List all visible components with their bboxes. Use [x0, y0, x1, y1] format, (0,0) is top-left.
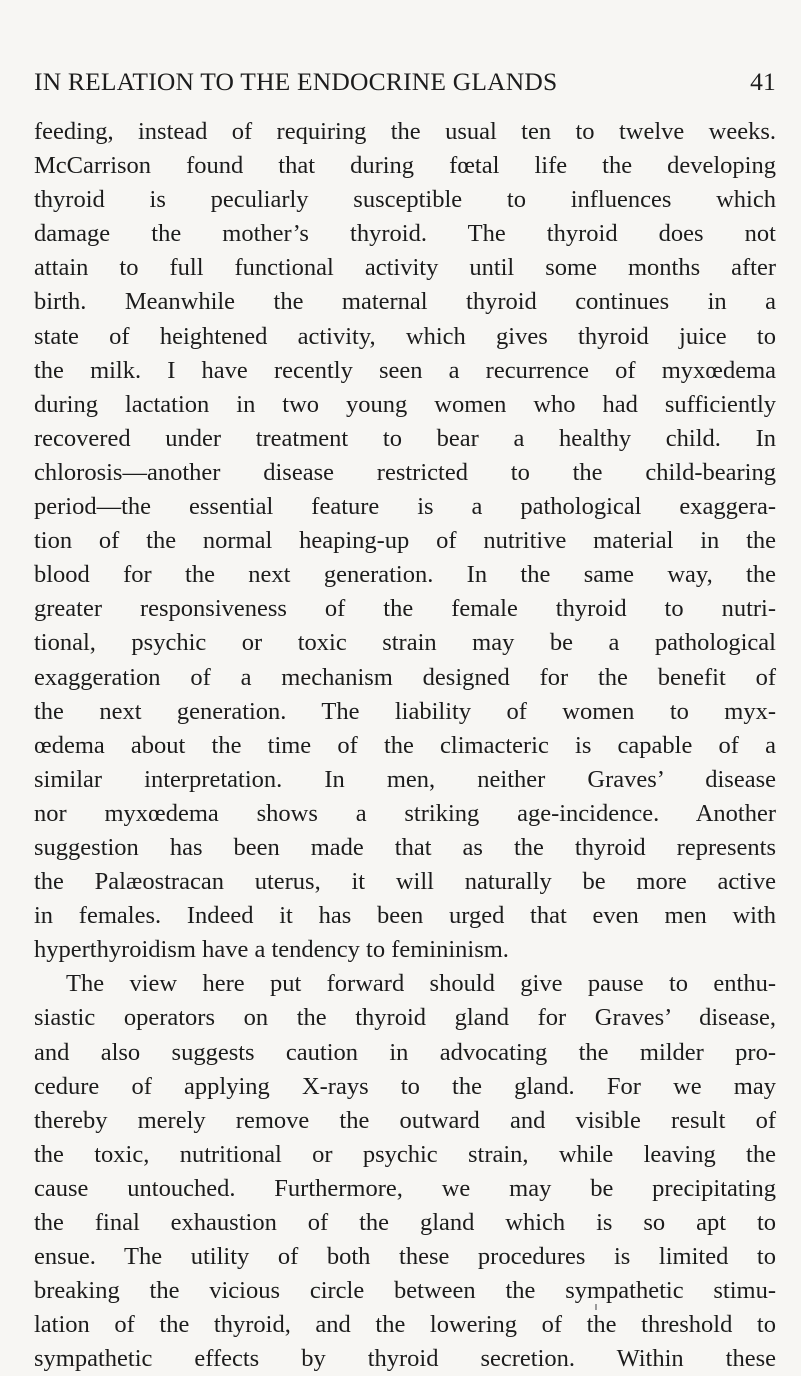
text-line: recovered under treatment to bear a healthy child. In [34, 424, 776, 452]
text-line: blood for the next generation. In the same way, the [34, 561, 776, 589]
text-line: cedure of applying X-rays to the gland. For we may [34, 1072, 776, 1100]
text-line: nor myxœdema shows a striking age-incidence. Another [34, 799, 776, 827]
text-line: greater responsiveness of the female thyroid to nutri- [34, 595, 776, 623]
text-line: œdema about the time of the climacteric is capable of a [34, 731, 776, 759]
text-line: ensue. The utility of both these procedures is limited to [34, 1243, 776, 1271]
text-line: lation of the thyroid, and the lowering of the threshold to [34, 1311, 776, 1339]
text-line: the milk. I have recently seen a recurrence of myxœdema [34, 356, 776, 384]
text-line: the final exhaustion of the gland which is so apt to [34, 1209, 776, 1236]
page-number: 41 [750, 67, 776, 96]
text-line: period—the essential feature is a pathological exaggera- [34, 493, 776, 521]
scan-speck [595, 1304, 597, 1310]
text-line: the next generation. The liability of women to myx- [34, 697, 776, 725]
text-line: similar interpretation. In men, neither Graves’ disease [34, 765, 776, 793]
text-line: attain to full functional activity until some months after [34, 254, 776, 282]
text-line: tion of the normal heaping-up of nutritive material in the [34, 527, 776, 555]
paragraph-start-line: The view here put forward should give pause to enthu- [66, 970, 776, 998]
text-line: feeding, instead of requiring the usual ten to twelve weeks. [34, 118, 776, 145]
running-head [34, 65, 776, 99]
text-line: cause untouched. Furthermore, we may be precipitating [34, 1174, 776, 1202]
paragraph-end-line: hyperthyroidism have a tendency to femininism. [34, 936, 509, 964]
text-line: chlorosis—another disease restricted to the child-bearing [34, 458, 776, 486]
text-line: thereby merely remove the outward and visible result of [34, 1106, 776, 1134]
text-line: breaking the vicious circle between the sympathetic stimu- [34, 1277, 776, 1305]
text-line: state of heightened activity, which gives thyroid juice to [34, 322, 776, 350]
body-text [34, 115, 776, 1376]
text-line: suggestion has been made that as the thyroid represents [34, 833, 776, 861]
text-line: sympathetic effects by thyroid secretion. Within these [34, 1345, 776, 1373]
text-line: thyroid is peculiarly susceptible to influences which [34, 186, 776, 214]
text-line: in females. Indeed it has been urged that even men with [34, 902, 776, 930]
text-line: birth. Meanwhile the maternal thyroid continues in a [34, 288, 776, 316]
text-line: and also suggests caution in advocating the milder pro- [34, 1038, 776, 1066]
text-line: the Palæostracan uterus, it will naturally be more active [34, 868, 776, 896]
text-line: siastic operators on the thyroid gland for Graves’ disease, [34, 1004, 776, 1032]
text-line: the toxic, nutritional or psychic strain, while leaving the [34, 1140, 776, 1168]
text-line: exaggeration of a mechanism designed for the benefit of [34, 663, 776, 691]
text-line: during lactation in two young women who had sufficiently [34, 390, 776, 418]
text-line: McCarrison found that during fœtal life the developing [34, 152, 776, 180]
text-line: tional, psychic or toxic strain may be a pathological [34, 629, 776, 657]
running-head-title: IN RELATION TO THE ENDOCRINE GLANDS [34, 67, 558, 96]
text-line: damage the mother’s thyroid. The thyroid does not [34, 220, 776, 248]
